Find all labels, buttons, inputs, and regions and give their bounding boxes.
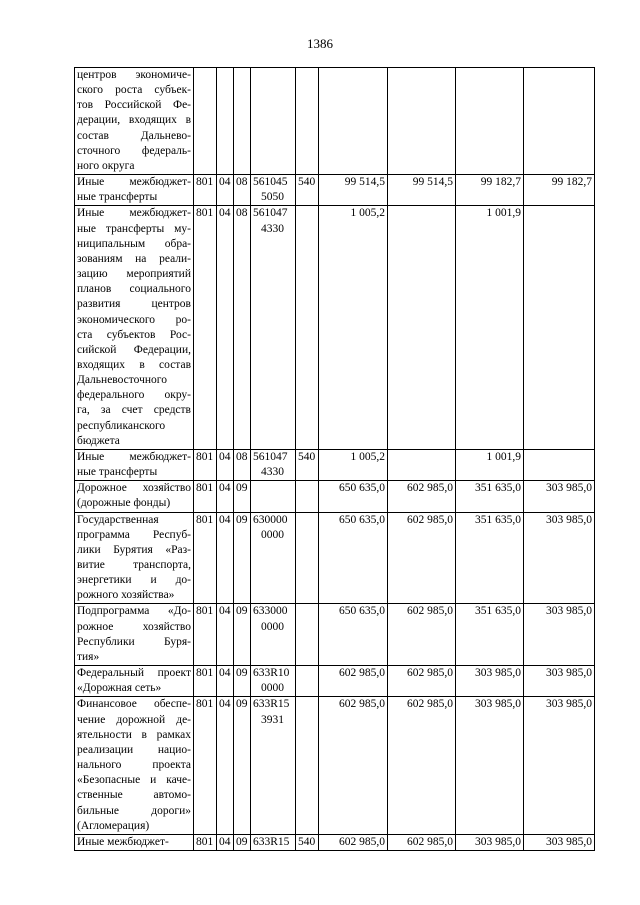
row-name-line: бюджета [77, 434, 120, 447]
row-amount-2 [388, 449, 456, 480]
row-name-line: ниципальным обра- [77, 237, 191, 250]
row-name-line: развития центров [77, 298, 191, 311]
row-amount-3: 1 001,9 [456, 206, 524, 450]
row-name-line: (Агломерация) [77, 819, 150, 832]
row-section-code: 04 [217, 604, 234, 666]
row-subsection-code: 09 [234, 834, 251, 850]
row-target-code [251, 512, 296, 604]
row-name-line: «Безопасные и каче- [77, 774, 191, 787]
row-expense-type-code [296, 206, 319, 450]
row-target-code [251, 666, 296, 697]
row-amount-3: 351 635,0 [456, 481, 524, 512]
row-amount-2: 602 985,0 [388, 666, 456, 697]
row-ministry-code: 801 [194, 697, 217, 834]
row-amount-3: 99 182,7 [456, 175, 524, 206]
row-expense-type-code [296, 512, 319, 604]
row-amount-3: 303 985,0 [456, 666, 524, 697]
row-amount-4: 303 985,0 [524, 834, 595, 850]
row-amount-2: 602 985,0 [388, 697, 456, 834]
row-name-line: витие транспорта, [77, 559, 191, 571]
row-name [75, 604, 194, 666]
row-amount-2: 602 985,0 [388, 481, 456, 512]
table-row [75, 175, 595, 206]
row-amount-1: 650 635,0 [319, 604, 388, 666]
row-name-line: лики Бурятия «Раз- [77, 543, 191, 556]
row-name-line: состав Дальнево- [77, 129, 191, 142]
row-section-code: 04 [217, 206, 234, 450]
table-body [75, 68, 595, 851]
row-name-line: Финансовое обеспе- [77, 698, 191, 711]
row-target-code [251, 697, 296, 834]
row-amount-2: 602 985,0 [388, 604, 456, 666]
row-name [75, 68, 194, 175]
row-name [75, 449, 194, 480]
row-name-line: программа Респуб- [77, 528, 191, 541]
row-name [75, 512, 194, 604]
row-amount-1: 602 985,0 [319, 834, 388, 850]
row-amount-4: 99 182,7 [524, 175, 595, 206]
row-name-line: Федеральный проект [77, 667, 191, 680]
row-name-line: ста субъектов Рос- [77, 328, 191, 341]
row-name-line: нального проекта [77, 759, 191, 772]
row-name-line: планов социального [77, 283, 191, 296]
row-subsection-code: 08 [234, 206, 251, 450]
row-target-code-part: 633R10 [253, 667, 290, 680]
row-target-code-part: 633R15 [253, 698, 290, 711]
row-name-line: рожное хозяйство [77, 620, 191, 633]
row-amount-3: 351 635,0 [456, 604, 524, 666]
row-amount-4 [524, 206, 595, 450]
row-target-code-part: 0000 [261, 528, 284, 541]
row-subsection-code: 09 [234, 666, 251, 697]
row-target-code [251, 449, 296, 480]
row-amount-4 [524, 68, 595, 175]
row-target-code-part: 633000 [253, 605, 288, 618]
row-amount-2: 602 985,0 [388, 834, 456, 850]
row-section-code: 04 [217, 449, 234, 480]
row-name-line: Дорожное хозяйство [77, 482, 191, 495]
table-row [75, 481, 595, 512]
row-name-line: Иные межбюджет- [77, 176, 191, 189]
row-section-code: 04 [217, 697, 234, 834]
table-row [75, 666, 595, 697]
row-name-line: чение дорожной де- [77, 713, 191, 726]
row-section-code: 04 [217, 512, 234, 604]
row-amount-4 [524, 449, 595, 480]
table-row [75, 697, 595, 834]
row-amount-1 [319, 68, 388, 175]
row-ministry-code: 801 [194, 666, 217, 697]
row-subsection-code [234, 68, 251, 175]
row-target-code [251, 68, 296, 175]
row-section-code: 04 [217, 666, 234, 697]
row-target-code-part: 4330 [261, 222, 284, 235]
row-amount-4: 303 985,0 [524, 697, 595, 834]
row-name-line: бильные дороги» [77, 804, 191, 817]
row-target-code-part: 633R15 [253, 835, 290, 848]
row-amount-1: 1 005,2 [319, 206, 388, 450]
row-amount-4: 303 985,0 [524, 481, 595, 512]
row-ministry-code [194, 68, 217, 175]
row-amount-1: 602 985,0 [319, 697, 388, 834]
row-amount-2 [388, 68, 456, 175]
row-target-code [251, 604, 296, 666]
row-ministry-code: 801 [194, 449, 217, 480]
row-name-line: «Дорожная сеть» [77, 682, 162, 695]
table-row [75, 512, 595, 604]
row-expense-type-code [296, 604, 319, 666]
row-ministry-code: 801 [194, 834, 217, 850]
row-name-line: зацию мероприятий [77, 268, 191, 281]
row-name-line: входящих в состав [77, 358, 191, 371]
row-name-line: Подпрограмма «До- [77, 605, 191, 618]
row-name [75, 481, 194, 512]
row-name-line: Дальневосточного [77, 374, 167, 387]
row-target-code-part: 0000 [261, 620, 284, 633]
row-name [75, 697, 194, 834]
row-ministry-code: 801 [194, 206, 217, 450]
row-expense-type-code [296, 666, 319, 697]
row-amount-4: 303 985,0 [524, 666, 595, 697]
row-name-line: сточного федераль- [77, 144, 191, 157]
row-name-line: зованиям на реали- [77, 252, 191, 265]
row-name-line: Иные межбюджет- [77, 835, 169, 848]
row-section-code: 04 [217, 834, 234, 850]
row-subsection-code: 09 [234, 604, 251, 666]
row-ministry-code: 801 [194, 481, 217, 512]
row-amount-4: 303 985,0 [524, 604, 595, 666]
row-ministry-code: 801 [194, 512, 217, 604]
row-name-line: Иные межбюджет- [77, 450, 191, 463]
row-name-line: центров экономиче- [77, 69, 191, 81]
table-row [75, 604, 595, 666]
row-name-line: федерального окру- [77, 389, 191, 402]
page-number: 1386 [307, 36, 333, 51]
row-target-code [251, 206, 296, 450]
row-name-line: Республики Буря- [77, 635, 191, 648]
row-expense-type-code: 540 [296, 449, 319, 480]
row-amount-3: 1 001,9 [456, 449, 524, 480]
row-expense-type-code: 540 [296, 175, 319, 206]
row-name-line: ные трансферты му- [77, 222, 191, 235]
row-amount-3: 303 985,0 [456, 697, 524, 834]
row-subsection-code: 09 [234, 697, 251, 834]
row-name-line: (дорожные фонды) [77, 497, 171, 510]
row-target-code-part: 4330 [261, 466, 284, 479]
budget-table [74, 67, 595, 851]
row-name-line: тов Российской Фе- [77, 99, 191, 112]
row-amount-3: 303 985,0 [456, 834, 524, 850]
table-row [75, 834, 595, 850]
row-name [75, 666, 194, 697]
row-target-code-part: 561045 [253, 176, 288, 189]
table-row [75, 206, 595, 450]
row-name-line: рожного хозяйства» [77, 589, 175, 602]
row-name-line: ные трансферты [77, 191, 158, 204]
row-name-line: энергетики и до- [77, 574, 191, 587]
row-subsection-code: 08 [234, 449, 251, 480]
row-amount-1: 602 985,0 [319, 666, 388, 697]
row-amount-3: 351 635,0 [456, 512, 524, 604]
row-expense-type-code [296, 697, 319, 834]
row-amount-3 [456, 68, 524, 175]
row-name-line: реализации нацио- [77, 743, 191, 756]
row-name-line: дерации, входящих в [77, 114, 191, 127]
row-ministry-code: 801 [194, 175, 217, 206]
row-name-line: га, за счет средств [77, 404, 191, 417]
row-name-line: экономического ро- [77, 313, 191, 326]
row-amount-1: 99 514,5 [319, 175, 388, 206]
row-name-line: ные трансферты [77, 466, 158, 479]
row-expense-type-code [296, 481, 319, 512]
row-section-code [217, 68, 234, 175]
row-amount-4: 303 985,0 [524, 512, 595, 604]
row-name-line: сийской Федерации, [77, 343, 191, 356]
row-name-line: ственные автомо- [77, 789, 191, 802]
row-ministry-code: 801 [194, 604, 217, 666]
row-name-line: ятельности в рамках [77, 728, 191, 741]
row-name [75, 175, 194, 206]
row-amount-2 [388, 206, 456, 450]
row-name-line: республиканского [77, 419, 166, 432]
table-row [75, 68, 595, 175]
row-target-code-part: 3931 [261, 713, 284, 726]
table-row [75, 449, 595, 480]
row-target-code-part: 630000 [253, 513, 288, 526]
row-name-line: Государственная [77, 513, 159, 526]
row-name [75, 206, 194, 450]
row-section-code: 04 [217, 481, 234, 512]
row-amount-2: 99 514,5 [388, 175, 456, 206]
row-amount-2: 602 985,0 [388, 512, 456, 604]
row-amount-1: 650 635,0 [319, 512, 388, 604]
row-target-code-part: 561047 [253, 207, 288, 220]
row-subsection-code: 09 [234, 512, 251, 604]
row-target-code-part: 561047 [253, 450, 288, 463]
row-name-line: ского роста субъек- [77, 84, 191, 97]
row-target-code [251, 481, 296, 512]
row-section-code: 04 [217, 175, 234, 206]
row-amount-1: 1 005,2 [319, 449, 388, 480]
row-name [75, 834, 194, 850]
row-expense-type-code [296, 68, 319, 175]
row-name-line: Иные межбюджет- [77, 207, 191, 220]
row-name-line: тия» [77, 650, 100, 663]
row-subsection-code: 09 [234, 481, 251, 512]
row-subsection-code: 08 [234, 175, 251, 206]
row-target-code [251, 175, 296, 206]
row-name-line: ного округа [77, 159, 135, 172]
row-expense-type-code: 540 [296, 834, 319, 850]
row-amount-1: 650 635,0 [319, 481, 388, 512]
row-target-code [251, 834, 296, 850]
row-target-code-part: 0000 [261, 682, 284, 695]
row-target-code-part: 5050 [261, 191, 284, 204]
